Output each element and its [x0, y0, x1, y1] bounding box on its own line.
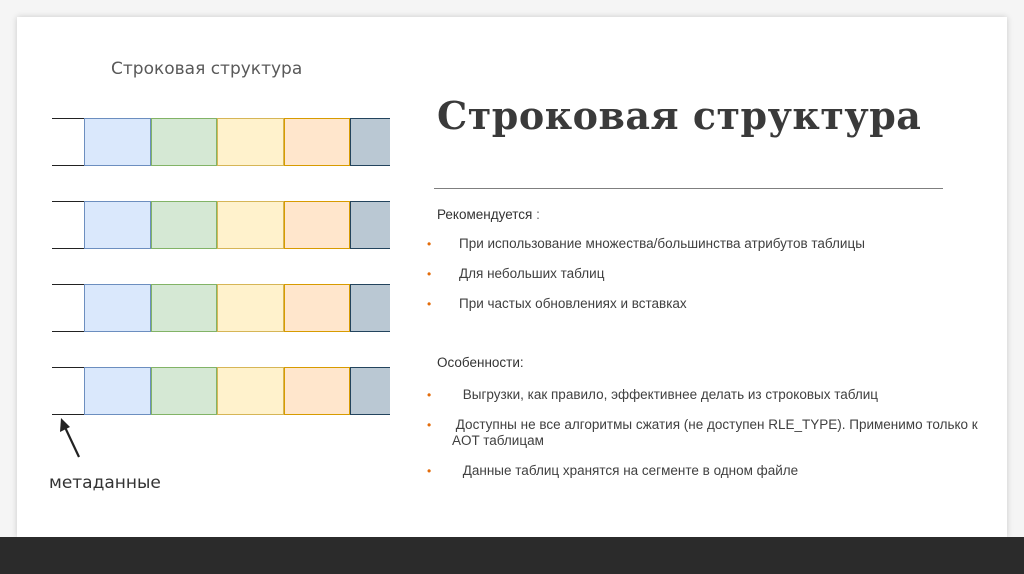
bullet-icon: •	[427, 388, 432, 402]
bullet-icon: •	[427, 297, 432, 311]
row-cell-orange	[284, 201, 350, 249]
recommended-heading-text: Рекомендуется	[437, 207, 533, 222]
row-cell-yellow	[217, 284, 284, 332]
row-cell-blue	[84, 367, 151, 415]
row-cell-yellow	[217, 118, 284, 166]
row-structure	[52, 284, 407, 332]
row-cell-yellow	[217, 367, 284, 415]
list-item-text: Данные таблиц хранятся на сегменте в одном файле	[459, 463, 799, 478]
recommended-heading	[437, 207, 540, 222]
features-heading: Особенности:	[437, 355, 524, 370]
row-cell-gray	[350, 201, 390, 249]
title-divider	[434, 188, 943, 189]
list-item-text: Доступны не все алгоритмы сжатия (не доступен RLE_TYPE). Применимо только к AOT таблицам	[452, 417, 982, 448]
row-cell-green	[151, 118, 217, 166]
bullet-icon: •	[427, 418, 432, 432]
row-cell-orange	[284, 118, 350, 166]
row-cell-orange	[284, 284, 350, 332]
recommended-heading-suffix: :	[532, 207, 540, 222]
row-metadata-cell	[52, 118, 84, 166]
row-metadata-cell	[52, 201, 84, 249]
row-cell-gray	[350, 284, 390, 332]
row-metadata-cell	[52, 284, 84, 332]
list-item-text: Для небольших таблиц	[459, 266, 605, 281]
bullet-icon: •	[427, 464, 432, 478]
row-cell-orange	[284, 367, 350, 415]
row-cell-gray	[350, 118, 390, 166]
bottom-bar	[0, 537, 1024, 574]
row-structure	[52, 367, 407, 415]
bullet-icon: •	[427, 237, 432, 251]
slide	[17, 17, 1007, 537]
row-cell-green	[151, 367, 217, 415]
page-title: Строковая структура	[437, 93, 922, 138]
row-cell-blue	[84, 284, 151, 332]
row-cell-green	[151, 284, 217, 332]
metadata-arrow-icon	[57, 417, 87, 467]
metadata-label: метаданные	[49, 473, 161, 493]
bullet-icon: •	[427, 267, 432, 281]
row-cell-gray	[350, 367, 390, 415]
diagram-caption: Строковая структура	[111, 59, 303, 79]
row-structure	[52, 118, 407, 166]
row-structure	[52, 201, 407, 249]
list-item-text: При частых обновлениях и вставках	[459, 296, 687, 311]
row-cell-yellow	[217, 201, 284, 249]
row-metadata-cell	[52, 367, 84, 415]
row-cell-blue	[84, 201, 151, 249]
row-cell-green	[151, 201, 217, 249]
row-cell-blue	[84, 118, 151, 166]
list-item-text: Выгрузки, как правило, эффективнее делать из строковых таблиц	[459, 387, 879, 402]
list-item-text: При использование множества/большинства атрибутов таблицы	[459, 236, 865, 251]
